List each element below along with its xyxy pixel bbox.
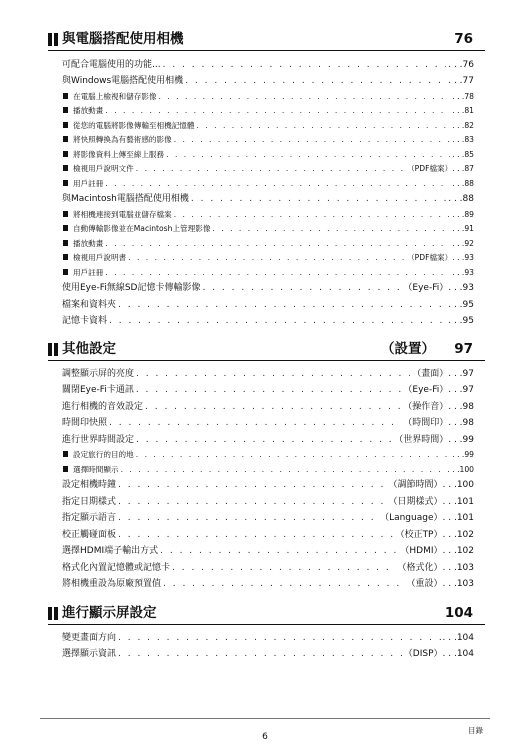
entry-menu-name: （HDMI） bbox=[400, 546, 443, 556]
entry-menu-name: （格式化） bbox=[397, 562, 443, 573]
leader-dots bbox=[174, 208, 451, 221]
toc-entry[interactable] bbox=[62, 55, 474, 72]
page-leader: . . . bbox=[452, 91, 465, 101]
page-leader: . . . bbox=[442, 529, 457, 540]
entry-page-number: 97 bbox=[462, 385, 474, 395]
page-leader: . . . bbox=[452, 209, 465, 219]
page-leader: . . . bbox=[452, 238, 465, 248]
page-leader: . . . bbox=[448, 59, 463, 70]
entry-page-number: 93 bbox=[464, 267, 474, 277]
entry-menu-name: （日期樣式） bbox=[388, 496, 443, 507]
leader-dots bbox=[136, 162, 405, 175]
entry-title: 校正觸碰面板 bbox=[62, 529, 117, 540]
entry-page-number: 82 bbox=[464, 120, 474, 130]
section-heading bbox=[48, 340, 485, 358]
entry-title: 用戶註冊 bbox=[73, 178, 104, 188]
leader-dots bbox=[159, 90, 451, 103]
leader-dots bbox=[212, 222, 450, 235]
leader-dots bbox=[172, 561, 395, 575]
leader-dots bbox=[109, 416, 401, 430]
leader-dots bbox=[118, 528, 394, 542]
page-leader: . . . bbox=[442, 649, 457, 659]
entry-title: 調整顯示屏的亮度 bbox=[62, 368, 135, 379]
page-leader: . . . bbox=[442, 496, 457, 507]
heading-marker bbox=[48, 343, 52, 356]
page-leader: . . . bbox=[448, 434, 463, 445]
toc-list bbox=[62, 55, 474, 328]
leader-dots bbox=[105, 177, 450, 190]
entry-page-number: 104 bbox=[456, 649, 474, 659]
leader-dots bbox=[105, 237, 450, 250]
section-title: 進行顯示屏設定 bbox=[62, 605, 157, 621]
page-leader: . . . bbox=[452, 106, 465, 115]
toc-entry[interactable] bbox=[62, 72, 474, 89]
toc-entry[interactable] bbox=[62, 558, 474, 575]
entry-menu-name: （Eye-Fi） bbox=[403, 283, 449, 293]
entry-title: 格式化內置記憶體或記憶卡 bbox=[62, 562, 171, 573]
section-title: 其他設定 bbox=[62, 341, 116, 357]
page-leader: . . . bbox=[442, 546, 457, 556]
section-heading bbox=[48, 604, 485, 622]
entry-page-number: 78 bbox=[464, 91, 474, 101]
toc-subentry[interactable] bbox=[62, 88, 474, 103]
entry-title: 從您的電腦將影像傳輸至相機記憶體 bbox=[73, 120, 195, 130]
entry-page-number: 91 bbox=[464, 224, 474, 233]
toc-entry[interactable] bbox=[62, 381, 474, 398]
leader-dots bbox=[191, 192, 446, 206]
page-leader: . . . bbox=[448, 316, 463, 326]
entry-page-number: 97 bbox=[462, 368, 474, 379]
entry-menu-name: （DISP） bbox=[403, 649, 443, 659]
page-leader: . . . bbox=[452, 164, 465, 173]
section-heading bbox=[48, 30, 485, 48]
entry-menu-name: （PDF檔案） bbox=[407, 253, 453, 262]
entry-menu-name: （PDF檔案） bbox=[407, 164, 453, 173]
section-page-number: 76 bbox=[454, 31, 473, 47]
entry-title: 與Windows電腦搭配使用相機 bbox=[62, 76, 184, 86]
page-leader: . . . bbox=[442, 579, 457, 589]
entry-page-number: 93 bbox=[464, 253, 474, 262]
heading-marker bbox=[54, 343, 58, 356]
leader-dots bbox=[174, 133, 451, 146]
page-leader: . . . bbox=[448, 283, 463, 293]
leader-dots bbox=[145, 400, 401, 414]
toc-entry[interactable] bbox=[62, 509, 474, 526]
entry-title: 將快照轉換為有藝術感的影像 bbox=[73, 135, 172, 144]
entry-title: 選擇HDMI端子輸出方式 bbox=[62, 546, 159, 556]
entry-menu-name: （操作音） bbox=[403, 401, 449, 412]
page-leader: . . . bbox=[452, 120, 465, 130]
entry-menu-name: （校正TP） bbox=[395, 529, 443, 540]
entry-title: 將相機重設為原廠預置值 bbox=[62, 579, 162, 589]
entry-page-number: 102 bbox=[456, 546, 474, 556]
entry-title: 設定旅行的目的地 bbox=[73, 450, 134, 459]
section-page-number: 104 bbox=[444, 605, 473, 621]
toc-section-settings bbox=[48, 340, 485, 589]
entry-page-number: 95 bbox=[462, 299, 474, 310]
toc-section-computer bbox=[48, 30, 485, 326]
entry-title: 進行世界時間設定 bbox=[62, 434, 135, 445]
toc-entry[interactable] bbox=[62, 312, 474, 329]
leader-dots bbox=[121, 463, 446, 476]
toc-subentry[interactable] bbox=[62, 447, 474, 462]
leader-dots bbox=[136, 383, 402, 397]
entry-page-number: 95 bbox=[462, 316, 474, 326]
page-leader: . . . bbox=[452, 267, 465, 277]
entry-menu-name: （世界時間） bbox=[394, 434, 449, 445]
leader-dots bbox=[105, 266, 450, 279]
entry-page-number: 85 bbox=[464, 149, 474, 159]
entry-title: 用戶註冊 bbox=[73, 267, 104, 277]
footer-rule bbox=[40, 718, 490, 719]
section-menu-note: （設置） bbox=[381, 341, 435, 357]
page-leader: . . . bbox=[448, 401, 463, 412]
section-page-number: 97 bbox=[454, 341, 473, 357]
toc-subentry[interactable] bbox=[62, 264, 474, 279]
entry-page-number: 100 bbox=[459, 464, 474, 474]
entry-page-number: 77 bbox=[462, 76, 474, 86]
entry-page-number: 93 bbox=[462, 283, 474, 293]
toc-entry[interactable] bbox=[62, 542, 474, 559]
toc-subentry[interactable] bbox=[62, 103, 474, 118]
toc-entry[interactable] bbox=[62, 525, 474, 542]
leader-dots bbox=[166, 148, 450, 161]
entry-page-number: 102 bbox=[456, 529, 474, 540]
heading-marker bbox=[54, 33, 58, 46]
page-leader: . . . bbox=[442, 513, 457, 523]
toc-subentry[interactable] bbox=[62, 175, 474, 190]
leader-dots bbox=[160, 544, 398, 558]
leader-dots bbox=[197, 119, 451, 132]
entry-page-number: 104 bbox=[456, 632, 474, 643]
entry-title: 將影像資料上傳至線上服務 bbox=[73, 149, 165, 159]
entry-page-number: 81 bbox=[464, 106, 474, 115]
entry-page-number: 99 bbox=[462, 434, 474, 445]
toc-entry[interactable] bbox=[62, 476, 474, 493]
entry-menu-name: （時間印） bbox=[403, 418, 449, 428]
entry-title: 自動傳輸影像並在Macintosh上管理影像 bbox=[73, 224, 211, 233]
page-leader: . . . bbox=[448, 385, 463, 395]
toc-subentry[interactable] bbox=[62, 146, 474, 161]
entry-title: 變更畫面方向 bbox=[62, 632, 117, 643]
entry-menu-name: （Eye-Fi） bbox=[403, 385, 449, 395]
toc-subentry[interactable] bbox=[62, 235, 474, 250]
entry-page-number: 98 bbox=[462, 401, 474, 412]
toc-entry[interactable] bbox=[62, 295, 474, 312]
entry-title: 記憶卡資料 bbox=[62, 316, 108, 326]
section-title: 與電腦搭配使用相機 bbox=[62, 31, 184, 47]
leader-dots bbox=[105, 104, 450, 117]
entry-title: 時間印快照 bbox=[62, 418, 108, 428]
section-rule bbox=[48, 360, 485, 361]
leader-dots bbox=[163, 58, 447, 72]
page-leader: . . . bbox=[452, 149, 465, 159]
entry-title: 使用Eye-Fi無線SD記憶卡傳輸影像 bbox=[62, 283, 201, 293]
entry-title: 與Macintosh電腦搭配使用相機 bbox=[62, 194, 189, 204]
toc-entry[interactable] bbox=[62, 190, 474, 207]
leader-dots bbox=[118, 478, 386, 492]
entry-page-number: 88 bbox=[464, 178, 474, 188]
entry-title: 檢視用戶說明文件 bbox=[73, 164, 134, 173]
toc-subentry[interactable] bbox=[62, 132, 474, 147]
page-leader: . . . bbox=[442, 480, 457, 490]
leader-dots bbox=[128, 251, 405, 264]
entry-menu-name: （調節時間） bbox=[388, 480, 443, 490]
entry-title: 設定相機時鐘 bbox=[62, 480, 117, 490]
page-leader: . . . bbox=[448, 194, 463, 204]
entry-menu-name: （畫面） bbox=[412, 368, 449, 379]
toc-entry[interactable] bbox=[62, 645, 474, 662]
leader-dots bbox=[118, 631, 440, 645]
page-leader: . . . bbox=[452, 450, 465, 459]
page-leader: . . . bbox=[448, 76, 463, 86]
page-leader: . . . bbox=[452, 135, 465, 144]
page-leader: . . . bbox=[452, 178, 465, 188]
toc-section-display bbox=[48, 604, 485, 659]
toc-entry[interactable] bbox=[62, 628, 474, 645]
heading-marker bbox=[54, 607, 58, 620]
toc-subentry[interactable] bbox=[62, 206, 474, 221]
entry-title: 選擇顯示資訊 bbox=[62, 649, 117, 659]
toc-entry[interactable] bbox=[62, 397, 474, 414]
entry-title: 播放動畫 bbox=[73, 238, 104, 248]
footer-contents-link[interactable]: 目錄 bbox=[468, 726, 483, 735]
leader-dots bbox=[118, 647, 402, 661]
entry-page-number: 103 bbox=[456, 579, 474, 589]
leader-dots bbox=[185, 74, 446, 88]
leader-dots bbox=[118, 298, 446, 312]
entry-page-number: 83 bbox=[464, 135, 474, 144]
leader-dots bbox=[163, 577, 404, 591]
toc-subentry[interactable] bbox=[62, 161, 474, 176]
entry-page-number: 88 bbox=[462, 194, 474, 204]
section-rule bbox=[48, 624, 485, 625]
leader-dots bbox=[136, 448, 451, 461]
page-leader: . . . bbox=[452, 224, 465, 233]
entry-title: 選擇時間顯示 bbox=[73, 464, 119, 474]
entry-page-number: 100 bbox=[456, 480, 474, 490]
toc-entry[interactable] bbox=[62, 364, 474, 381]
entry-title: 指定日期樣式 bbox=[62, 496, 117, 507]
leader-dots bbox=[109, 314, 446, 328]
heading-marker bbox=[48, 607, 52, 620]
entry-menu-name: （重設） bbox=[406, 579, 443, 589]
heading-marker bbox=[48, 33, 52, 46]
entry-page-number: 76 bbox=[462, 59, 474, 70]
entry-title: 可配合電腦使用的功能... bbox=[62, 59, 161, 70]
page-leader: . . . bbox=[448, 299, 463, 310]
entry-title: 指定顯示語言 bbox=[62, 513, 117, 523]
toc-subentry[interactable] bbox=[62, 221, 474, 236]
toc-entry[interactable] bbox=[62, 575, 474, 592]
entry-page-number: 101 bbox=[456, 513, 474, 523]
page-leader: . . . bbox=[442, 562, 457, 573]
leader-dots bbox=[136, 433, 392, 447]
entry-title: 檢視用戶說明書 bbox=[73, 253, 127, 262]
section-rule bbox=[48, 50, 485, 51]
toc-entry[interactable] bbox=[62, 414, 474, 431]
page-leader: . . . bbox=[452, 253, 465, 262]
entry-page-number: 101 bbox=[456, 496, 474, 507]
page-leader: . . . bbox=[442, 632, 457, 643]
toc-list bbox=[62, 364, 474, 591]
page-leader: . . . bbox=[448, 368, 463, 379]
entry-menu-name: （Language） bbox=[380, 513, 443, 523]
footer-page-number: 6 bbox=[262, 732, 268, 742]
toc-list bbox=[62, 628, 474, 661]
entry-page-number: 98 bbox=[462, 418, 474, 428]
toc-subentry[interactable] bbox=[62, 461, 474, 476]
entry-page-number: 87 bbox=[464, 164, 474, 173]
entry-title: 在電腦上檢視和儲存影像 bbox=[73, 91, 157, 101]
entry-page-number: 103 bbox=[456, 562, 474, 573]
page-leader: . . . bbox=[448, 418, 463, 428]
toc-subentry[interactable] bbox=[62, 117, 474, 132]
entry-page-number: 92 bbox=[464, 238, 474, 248]
entry-page-number: 89 bbox=[464, 209, 474, 219]
leader-dots bbox=[118, 495, 386, 509]
entry-title: 進行相機的音效設定 bbox=[62, 401, 144, 412]
toc-subentry[interactable] bbox=[62, 250, 474, 265]
leader-dots bbox=[136, 367, 410, 381]
entry-title: 將相機連接到電腦並儲存檔案 bbox=[73, 209, 172, 219]
leader-dots bbox=[202, 281, 401, 295]
toc-entry[interactable] bbox=[62, 492, 474, 509]
entry-title: 檔案和資料夾 bbox=[62, 299, 117, 310]
leader-dots bbox=[118, 511, 378, 525]
entry-title: 關閉Eye-Fi卡通訊 bbox=[62, 385, 134, 395]
entry-page-number: 99 bbox=[464, 450, 474, 459]
entry-title: 播放動畫 bbox=[73, 106, 104, 115]
toc-entry[interactable] bbox=[62, 430, 474, 447]
page-leader: . . . bbox=[447, 464, 460, 474]
toc-entry[interactable] bbox=[62, 279, 474, 296]
